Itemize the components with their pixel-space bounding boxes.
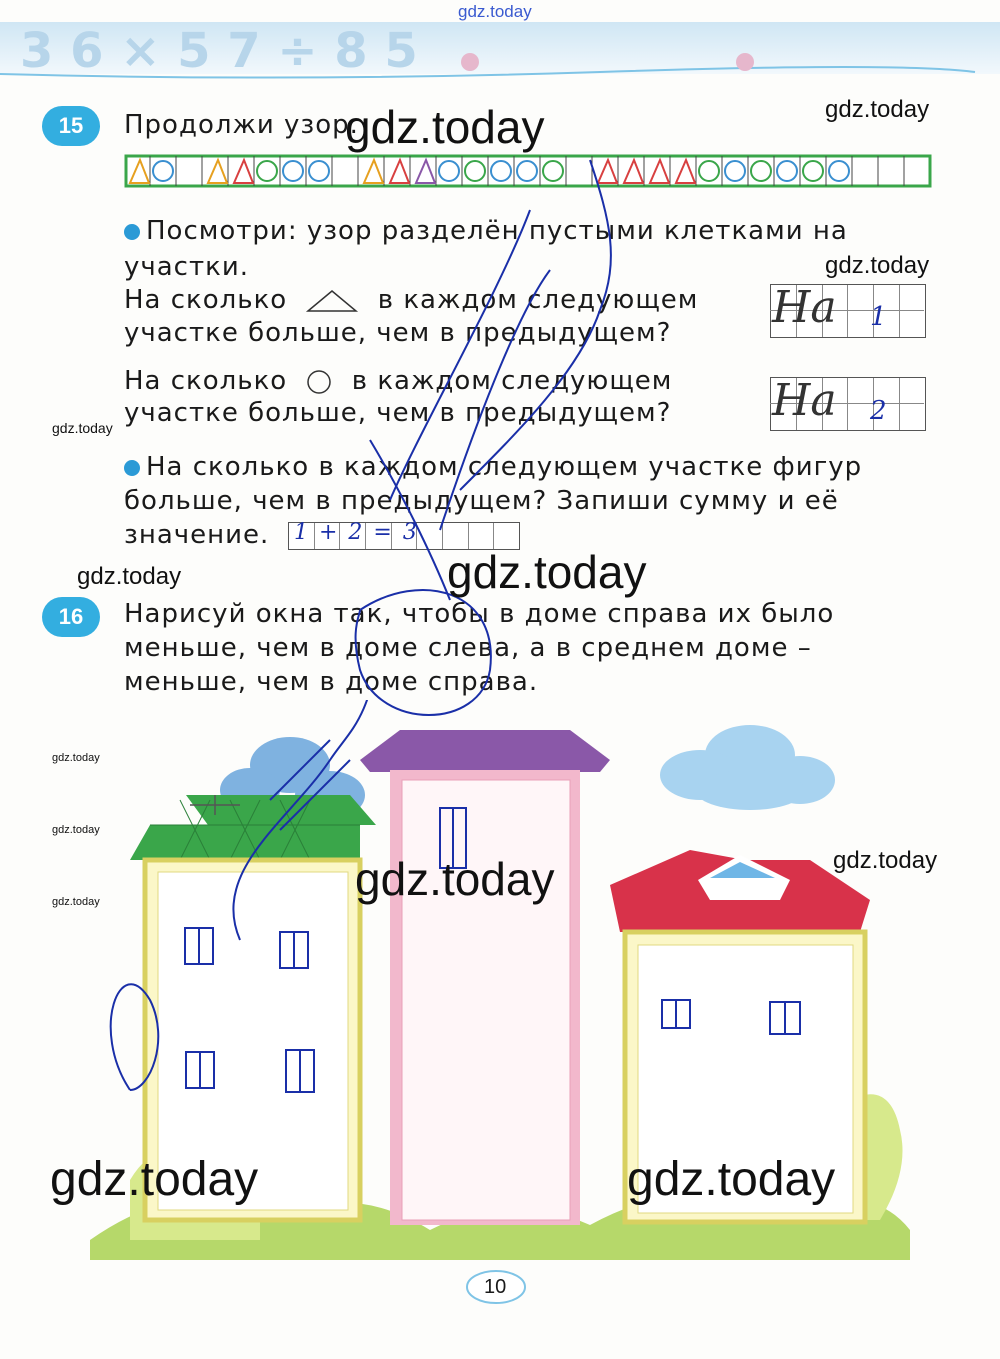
q2-text-a: На сколько <box>124 366 288 396</box>
watermark-big: gdz.today <box>355 853 555 905</box>
watermark-big: gdz.today <box>345 101 545 153</box>
q1-text-a: На сколько <box>124 285 288 315</box>
q2-answer-number[interactable]: 2 <box>870 396 887 426</box>
q1-text-b: в каждом следующем <box>377 285 699 315</box>
watermark-big: gdz.today <box>50 1153 259 1206</box>
cloud-right <box>660 725 835 810</box>
q1-answer-word: На <box>772 282 837 333</box>
watermark-small: gdz.today <box>825 96 930 123</box>
header-decoration <box>0 22 1000 102</box>
task-16-line1: Нарисуй окна так, чтобы в доме справа их было <box>124 599 835 629</box>
bullet-2-line2: больше, чем в предыдущем? Запиши сумму и её <box>124 486 839 516</box>
watermark-tiny: gdz.today <box>52 896 100 908</box>
q1-line2: участке больше, чем в предыдущем? <box>124 318 672 348</box>
watermark-small: gdz.today <box>77 563 182 590</box>
q2-answer-word: На <box>772 375 837 426</box>
q2-line2: участке больше, чем в предыдущем? <box>124 398 672 428</box>
q2-text-b: в каждом следующем <box>351 366 673 396</box>
bullet-dot <box>124 460 140 476</box>
bullet-dot <box>124 224 140 240</box>
bullet-1-text: Посмотри: узор разделён пустыми клетками на <box>146 216 848 246</box>
watermark-small: gdz.today <box>825 252 930 279</box>
svg-text:3 6 × 5 7 ÷ 8 5: 3 6 × 5 7 ÷ 8 5 <box>20 23 418 79</box>
watermark-tiny: gdz.today <box>52 824 100 836</box>
q1-answer-number[interactable]: 1 <box>870 302 887 332</box>
pen-scribbles <box>300 110 700 730</box>
site-label: gdz.today <box>458 2 532 21</box>
watermark-big: gdz.today <box>627 1153 836 1206</box>
page-number: 10 <box>484 1276 507 1298</box>
bullet-2-text: На сколько в каждом следующем участке фигур <box>146 452 863 482</box>
task-15-title: Продолжи узор. <box>124 110 359 140</box>
watermark-big: gdz.today <box>447 546 647 598</box>
task-16-line3: меньше, чем в доме справа. <box>124 667 539 697</box>
watermark-small: gdz.today <box>833 847 938 874</box>
bullet-1-line2: участки. <box>124 252 249 282</box>
task-16-badge: 16 <box>42 597 100 637</box>
sum-answer[interactable]: 1 + 2 = 3 <box>294 520 419 545</box>
task-16-line2: меньше, чем в доме слева, а в среднем доме – <box>124 633 812 663</box>
watermark-tiny: gdz.today <box>52 420 113 436</box>
bullet-2-line3: значение. <box>124 520 270 550</box>
task-15-badge: 15 <box>42 106 100 146</box>
watermark-tiny: gdz.today <box>52 752 100 764</box>
